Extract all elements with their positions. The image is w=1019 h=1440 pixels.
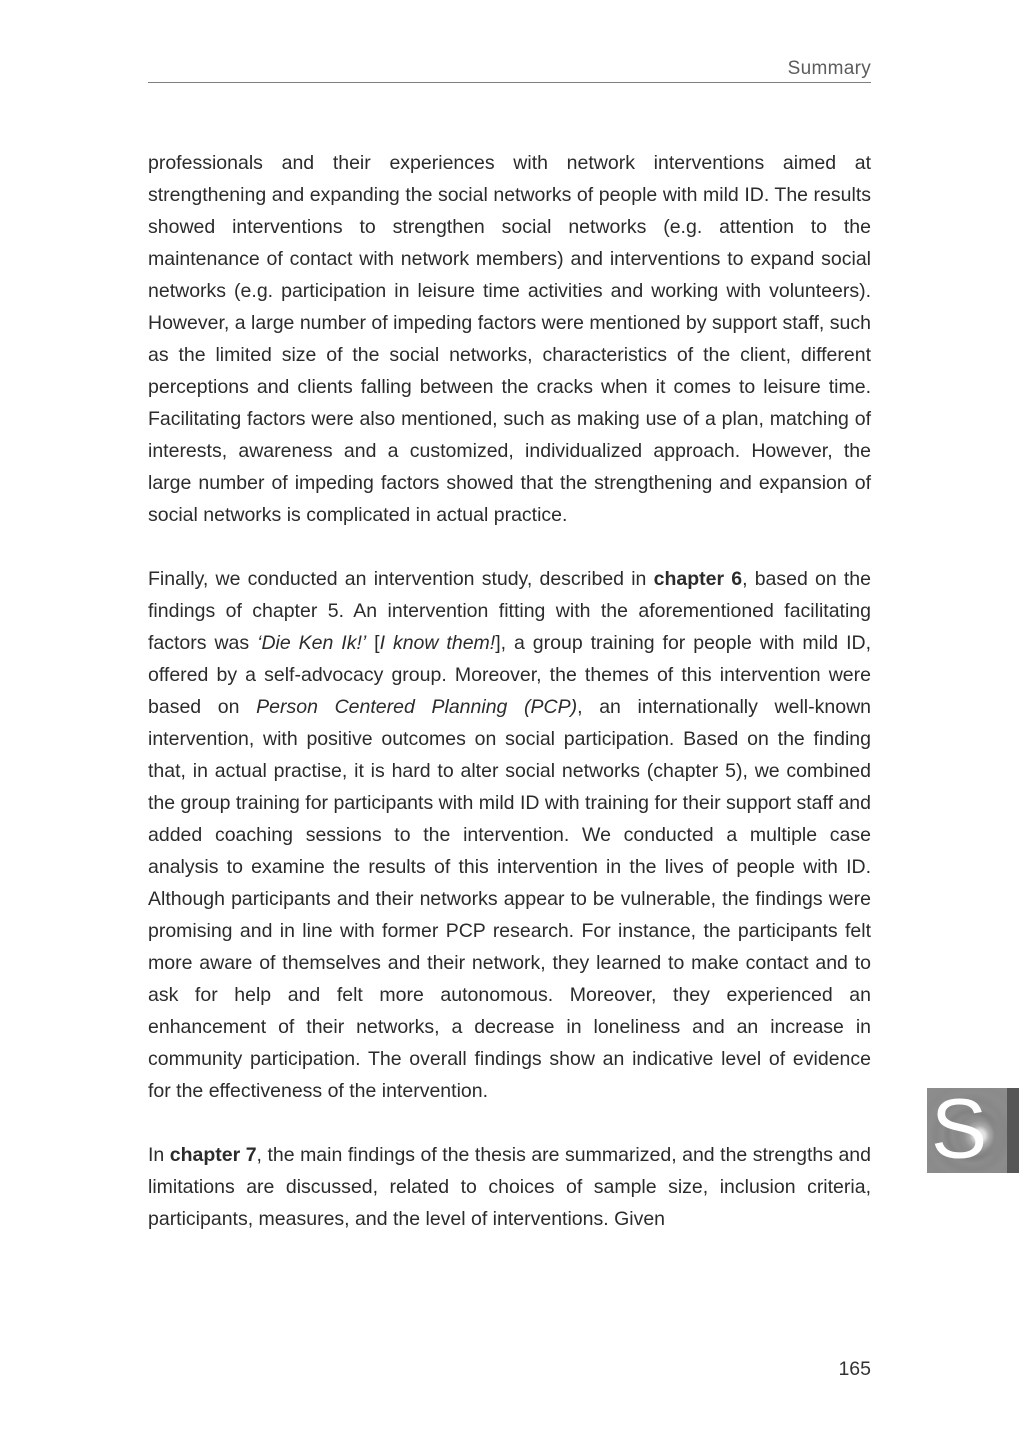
text-run: Finally, we conducted an intervention study, described in <box>148 568 654 590</box>
text-run: In <box>148 1144 170 1166</box>
paragraph <box>148 563 871 1107</box>
text-run: , the main findings of the thesis are summarized, and the strengths and limitations are discussed, related to choices of sample size, inclusion criteria, participants, measures, and the level of interventions. Given <box>148 1144 871 1230</box>
text-run: [ <box>366 632 380 654</box>
text-run: ], a group training for people with mild ID, offered by a self-advocacy group. Moreover, the themes of this intervention were based on <box>148 632 871 718</box>
header-rule <box>148 82 871 83</box>
text-run: chapter 7 <box>169 1144 257 1166</box>
paragraph <box>148 147 871 531</box>
text-run: , based on the findings of chapter 5. An intervention fitting with the aforementioned facilitating factors was <box>148 568 872 654</box>
page-number: 165 <box>838 1358 871 1380</box>
text-run: I know them! <box>379 632 496 654</box>
paragraph <box>148 1139 871 1235</box>
tab-dark-edge <box>1007 1088 1019 1173</box>
text-run: professionals and their experiences with network interventions aimed at strengthening and expanding the social networks of people with mild ID. The results showed interventions to strengthen social networks (e.g. attention to the maintenance of contact with network members) and interventions to expand social networks (e.g. participation in leisure time activities and working with volunteers). However, a large number of impeding factors were mentioned by support staff, such as the limited size of the social networks, characteristics of the client, different perceptions and clients falling between the cracks when it comes to leisure time. Facilitating factors were also mentioned, such as making use of a plan, matching of interests, awareness and a customized, individualized approach. However, the large number of impeding factors showed that the strengthening and expansion of social networks is complicated in actual practice. <box>148 152 871 526</box>
running-header-title: Summary <box>787 58 871 79</box>
text-run: , an internationally well-known intervention, with positive outcomes on social participation. Based on the finding that, in actual practise, it is hard to alter social networks (chapter 5), we combined the group training for participants with mild ID with training for their support staff and added coaching sessions to the intervention. We conducted a multiple case analysis to examine the results of this intervention in the lives of people with ID. Although participants and their networks appear to be vulnerable, the findings were promising and in line with former PCP research. For instance, the participants felt more aware of themselves and their network, they learned to make contact and to ask for help and felt more autonomous. Moreover, they experienced an enhancement of their networks, a decrease in loneliness and an increase in community participation. The overall findings show an indicative level of evidence for the effectiveness of the intervention. <box>148 696 871 1102</box>
text-run: chapter 6 <box>653 568 743 590</box>
text-run: Person Centered Planning (PCP) <box>256 696 578 718</box>
section-letter: S <box>931 1080 988 1175</box>
body-text <box>148 147 871 1267</box>
text-run: ‘Die Ken Ik!’ <box>257 632 367 654</box>
section-thumb-tab <box>927 1080 1019 1175</box>
